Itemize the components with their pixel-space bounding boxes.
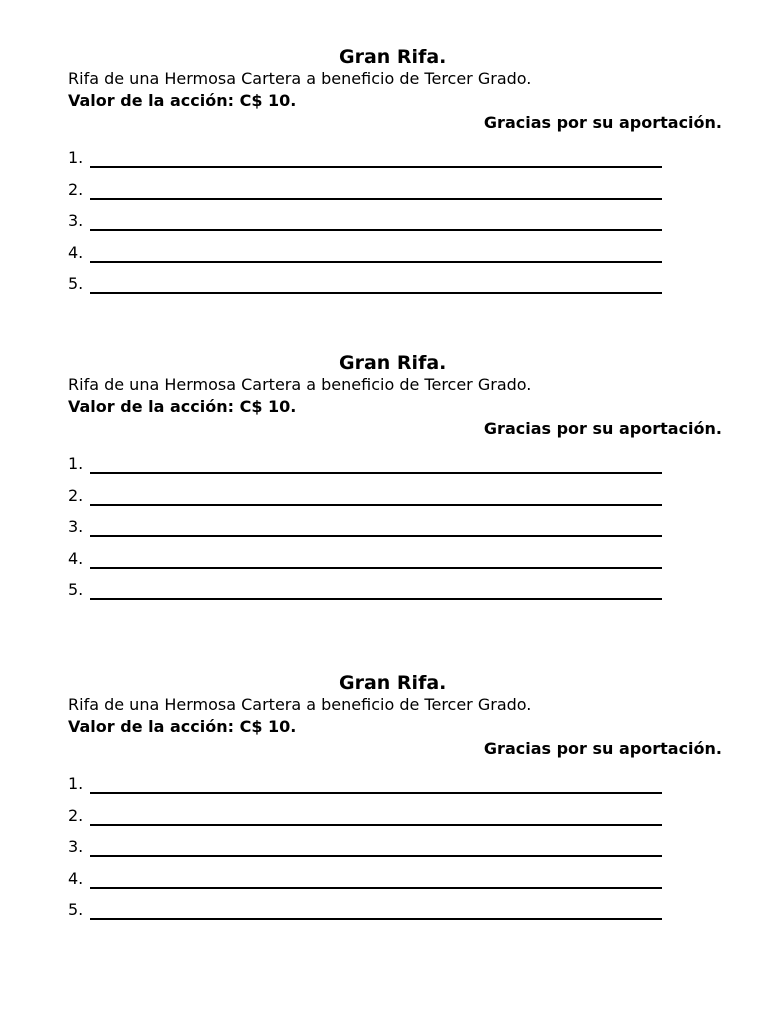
entry-number: 5. — [68, 274, 84, 293]
entry-row — [68, 768, 724, 800]
entry-blank-line[interactable] — [90, 198, 662, 200]
entry-blank-line[interactable] — [90, 166, 662, 168]
entry-list — [68, 142, 724, 300]
entry-row — [68, 448, 724, 480]
entry-blank-line[interactable] — [90, 598, 662, 600]
entry-number: 2. — [68, 179, 84, 199]
ticket-title-text: Gran Rifa. — [339, 672, 447, 694]
entry-row — [68, 894, 724, 926]
entry-row — [68, 863, 724, 895]
raffle-ticket — [68, 672, 724, 926]
entry-row — [68, 237, 724, 269]
entry-number: 1. — [68, 774, 84, 793]
entry-blank-line[interactable] — [90, 792, 662, 794]
ticket-price: Valor de la acción: C$ 10. — [68, 397, 297, 416]
entry-row — [68, 268, 724, 300]
ticket-title — [68, 46, 724, 68]
entry-blank-line[interactable] — [90, 535, 662, 537]
entry-blank-line[interactable] — [90, 472, 662, 474]
ticket-title-text: Gran Rifa. — [339, 46, 447, 68]
entry-blank-line[interactable] — [90, 887, 662, 889]
entry-blank-line[interactable] — [90, 292, 662, 294]
ticket-description: Rifa de una Hermosa Cartera a beneficio de Tercer Grado. — [68, 695, 532, 714]
ticket-price: Valor de la acción: C$ 10. — [68, 717, 297, 736]
entry-row — [68, 800, 724, 832]
entry-number: 1. — [68, 148, 84, 167]
entry-blank-line[interactable] — [90, 855, 662, 857]
entry-row — [68, 574, 724, 606]
raffle-ticket — [68, 46, 724, 300]
entry-row — [68, 831, 724, 863]
entry-number: 2. — [68, 485, 84, 505]
entry-number: 3. — [68, 211, 84, 230]
ticket-title — [68, 352, 724, 374]
ticket-title-text: Gran Rifa. — [339, 352, 447, 374]
ticket-price: Valor de la acción: C$ 10. — [68, 91, 297, 110]
entry-row — [68, 543, 724, 575]
entry-number: 3. — [68, 517, 84, 536]
entry-row — [68, 480, 724, 512]
entry-number: 4. — [68, 548, 84, 568]
entry-blank-line[interactable] — [90, 567, 662, 569]
raffle-ticket — [68, 352, 724, 606]
entry-number: 5. — [68, 580, 84, 599]
entry-row — [68, 142, 724, 174]
ticket-thanks: Gracias por su aportación. — [483, 113, 722, 132]
entry-row — [68, 174, 724, 206]
entry-list — [68, 768, 724, 926]
entry-list — [68, 448, 724, 606]
entry-blank-line[interactable] — [90, 229, 662, 231]
entry-row — [68, 511, 724, 543]
entry-number: 1. — [68, 454, 84, 473]
ticket-description: Rifa de una Hermosa Cartera a beneficio de Tercer Grado. — [68, 69, 532, 88]
entry-blank-line[interactable] — [90, 504, 662, 506]
ticket-title — [68, 672, 724, 694]
entry-blank-line[interactable] — [90, 261, 662, 263]
entry-number: 4. — [68, 242, 84, 262]
entry-number: 4. — [68, 868, 84, 888]
entry-blank-line[interactable] — [90, 918, 662, 920]
entry-row — [68, 205, 724, 237]
entry-number: 3. — [68, 837, 84, 856]
entry-number: 2. — [68, 805, 84, 825]
ticket-thanks: Gracias por su aportación. — [483, 739, 722, 758]
entry-blank-line[interactable] — [90, 824, 662, 826]
ticket-thanks: Gracias por su aportación. — [483, 419, 722, 438]
ticket-description: Rifa de una Hermosa Cartera a beneficio de Tercer Grado. — [68, 375, 532, 394]
entry-number: 5. — [68, 900, 84, 919]
